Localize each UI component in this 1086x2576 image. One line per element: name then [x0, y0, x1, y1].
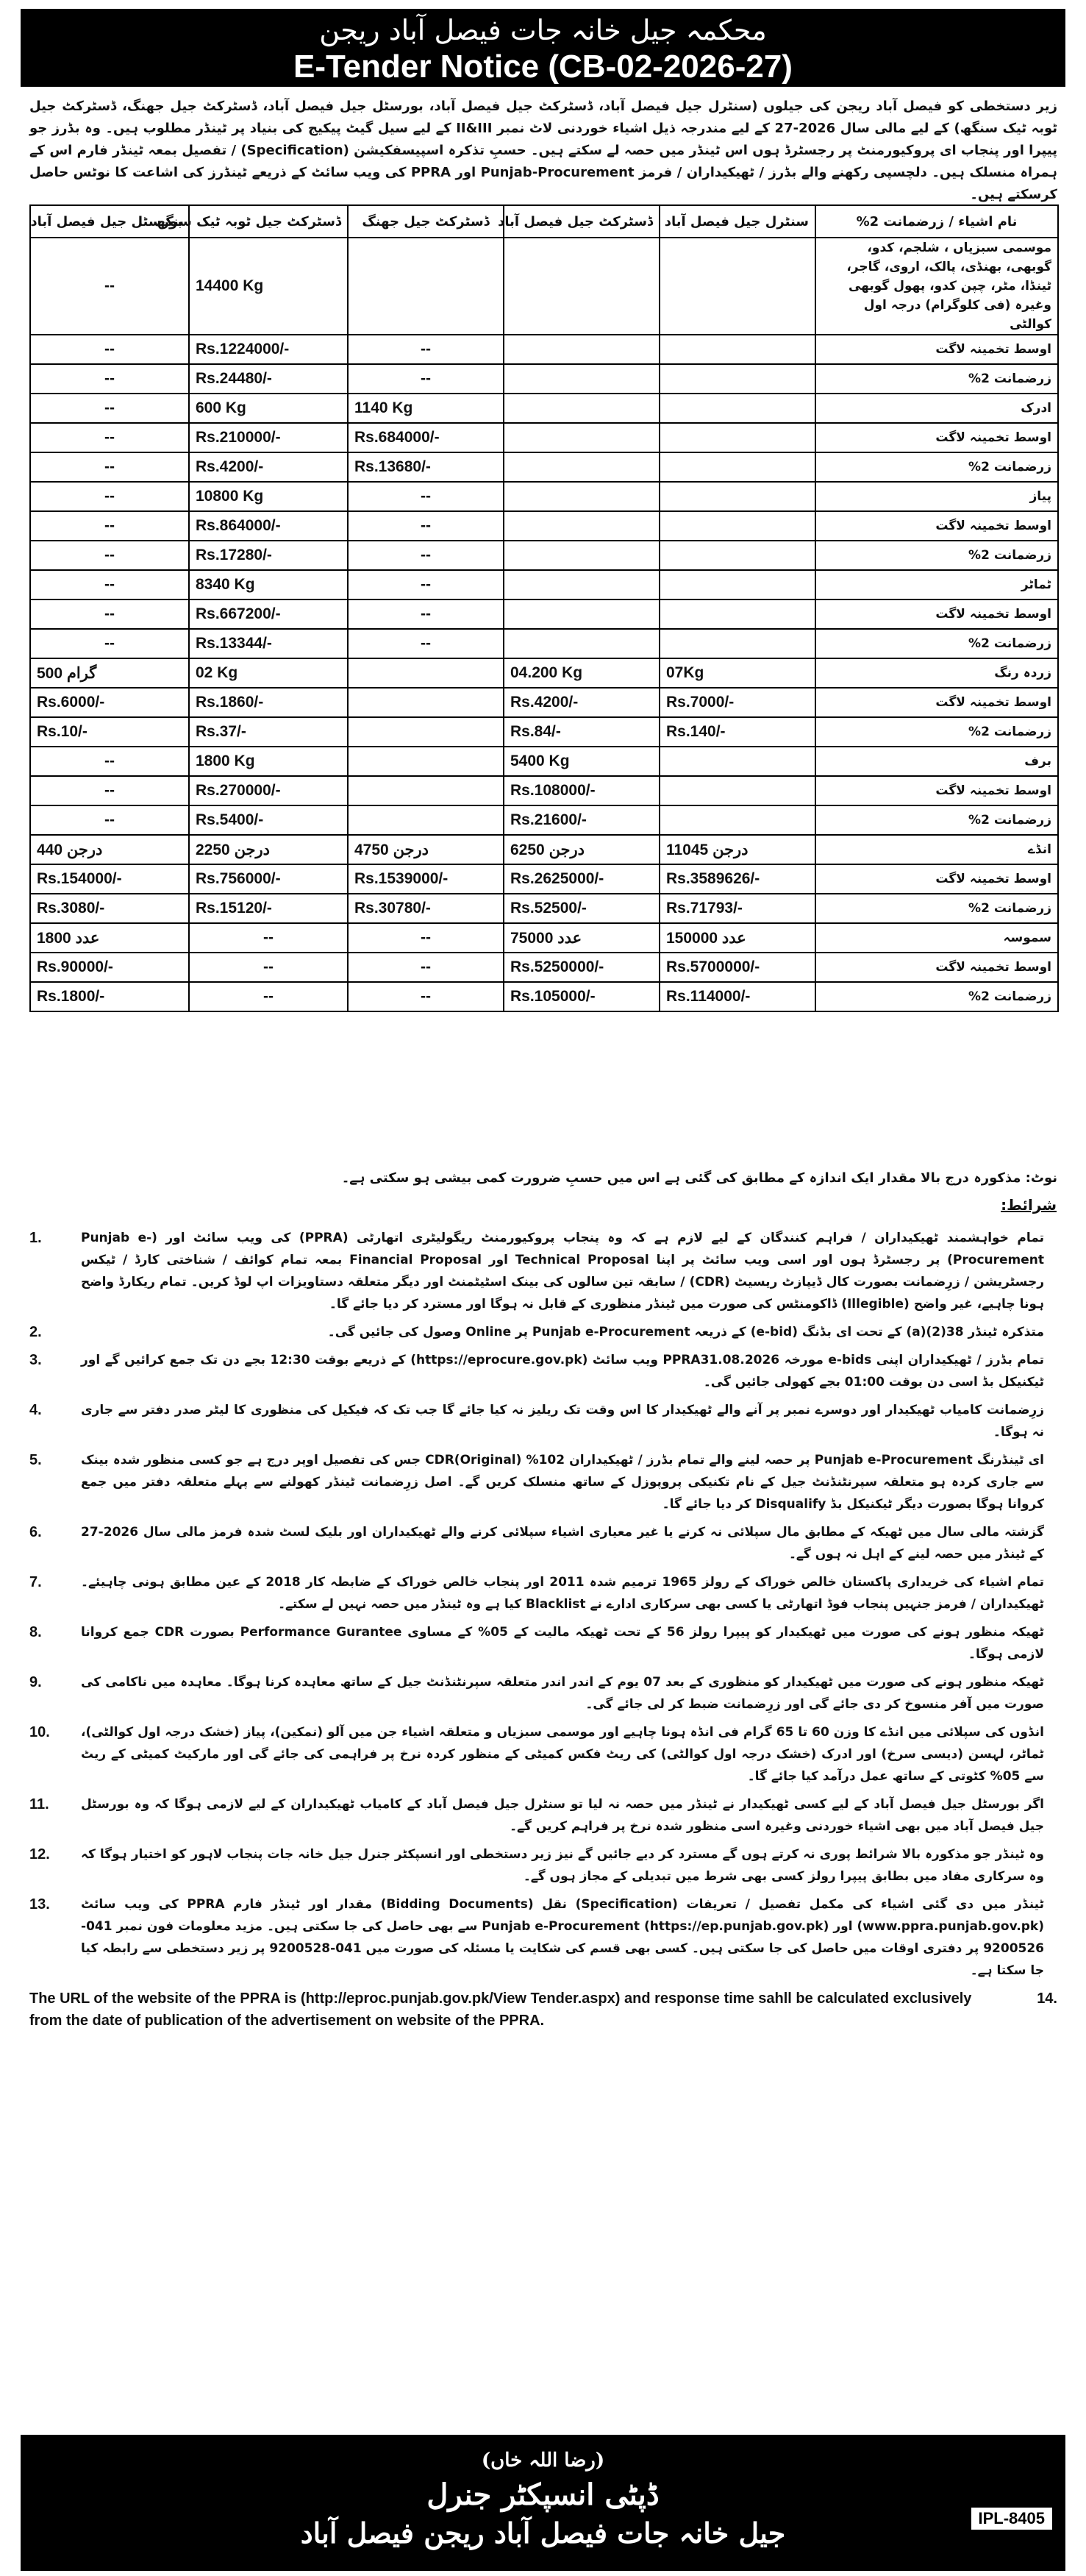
- value-cell: --: [30, 394, 189, 423]
- value-cell: 10800 Kg: [189, 482, 348, 511]
- table-row: [30, 658, 1058, 688]
- condition-item: [29, 1671, 1057, 1715]
- value-cell: [660, 335, 815, 364]
- value-cell: --: [348, 953, 504, 982]
- condition-text: The URL of the website of the PPRA is (http://eproc.punjab.gov.pk/View Tender.aspx) and response time sahll be calculated exclusively from the date of publication of the advertisement on website of the PPRA.: [29, 1990, 972, 2029]
- table-row: [30, 717, 1058, 747]
- items-table: [29, 204, 1059, 1012]
- officer-designation: ڈپٹی انسپکٹر جنرل: [426, 2477, 660, 2512]
- condition-text: ای ٹینڈرنگ Punjab e-Procurement پر حصہ لینے والے تمام بڈرز / ٹھیکیداران 102% CDR(Original) جس کی تفصیل اوپر درج ہے جو کسی منظور شدہ بینک سے جاری کردہ ہو متعلقہ سپرنٹنڈنٹ جیل کے نام تکنیکی پروپوزل کے ساتھ منسلک کریں گے۔ اصل زرِضمانت ٹینڈر کھولنے سے پہلے متعلقہ دفتر میں جمع کروانا ہوگا بصورت دیگر ٹیکنیکل بڈ Disqualify کر دیا جائے گا۔: [81, 1453, 1045, 1512]
- value-cell: 5400 Kg: [504, 747, 660, 776]
- value-cell: --: [30, 570, 189, 599]
- table-row: [30, 364, 1058, 394]
- value-cell: Rs.667200/-: [189, 599, 348, 629]
- item-name-cell: زرضمانت 2%: [815, 717, 1058, 747]
- value-cell: --: [348, 923, 504, 953]
- value-cell: 440 درجن: [30, 835, 189, 864]
- value-cell: --: [30, 776, 189, 805]
- value-cell: 14400 Kg: [189, 238, 348, 335]
- condition-text: متذکرہ ٹینڈر 38(2)(a) کے تحت ای بڈنگ (e-bid) کے ذریعہ Punjab e-Procurement پر Online وصول کی جائیں گی۔: [327, 1325, 1044, 1339]
- value-cell: Rs.17280/-: [189, 541, 348, 570]
- item-name-cell: زرضمانت 2%: [815, 364, 1058, 394]
- condition-text: ٹینڈر میں دی گئی اشیاء کی مکمل تفصیل / تعریفات (Specification) نقل (Bidding Documents) مقدار اور ٹینڈر فارم PPRA کی ویب سائٹ (www.ppra.punjab.gov.pk) اور Punjab e-Procurement (https://ep.punjab.gov.pk) سے بھی حاصل کی جا سکتی ہیں۔ مزید معلومات فون نمبر 041-9200526 پر دفتری اوقات میں حاصل کی جا سکتی ہیں۔ کسی بھی قسم کی شکایت یا مسئلہ کی صورت میں 041-9200528 پر زیر دستخطی سے رابطہ کیا جا سکتا ہے۔: [81, 1897, 1045, 1978]
- condition-item: [29, 1621, 1057, 1665]
- value-cell: Rs.864000/-: [189, 511, 348, 541]
- table-row: [30, 423, 1058, 452]
- value-cell: [348, 747, 504, 776]
- value-cell: Rs.154000/-: [30, 864, 189, 894]
- value-cell: Rs.5700000/-: [660, 953, 815, 982]
- value-cell: --: [30, 511, 189, 541]
- condition-number: 5.: [29, 1452, 42, 1468]
- condition-item: [29, 1399, 1057, 1443]
- condition-item: [29, 1571, 1057, 1615]
- value-cell: [504, 511, 660, 541]
- table-row: [30, 629, 1058, 658]
- value-cell: [660, 394, 815, 423]
- signature-block: [21, 2435, 1065, 2552]
- value-cell: Rs.105000/-: [504, 982, 660, 1011]
- table-row: [30, 335, 1058, 364]
- officer-name: (رضا اللہ خاں): [481, 2449, 605, 2472]
- table-header-row: [30, 205, 1058, 238]
- item-name-cell: اوسط تخمینہ لاگت: [815, 953, 1058, 982]
- value-cell: 11045 درجن: [660, 835, 815, 864]
- item-name-cell: برف: [815, 747, 1058, 776]
- table-row: [30, 599, 1058, 629]
- value-cell: Rs.30780/-: [348, 894, 504, 923]
- item-name-cell: پیاز: [815, 482, 1058, 511]
- value-cell: --: [30, 747, 189, 776]
- item-name-cell: اوسط تخمینہ لاگت: [815, 511, 1058, 541]
- value-cell: --: [189, 982, 348, 1011]
- value-cell: Rs.7000/-: [660, 688, 815, 717]
- condition-number: 11.: [29, 1796, 49, 1812]
- table-row: [30, 688, 1058, 717]
- value-cell: [504, 482, 660, 511]
- condition-item: [29, 1321, 1057, 1343]
- table-body: [30, 238, 1058, 1011]
- value-cell: Rs.6000/-: [30, 688, 189, 717]
- value-cell: [660, 482, 815, 511]
- condition-item: [29, 1843, 1057, 1887]
- table-row: [30, 570, 1058, 599]
- value-cell: Rs.1860/-: [189, 688, 348, 717]
- value-cell: Rs.24480/-: [189, 364, 348, 394]
- value-cell: [660, 747, 815, 776]
- condition-item: [29, 1793, 1057, 1837]
- tender-title: E-Tender Notice (CB-02-2026-27): [293, 49, 793, 85]
- condition-number: 12.: [29, 1846, 50, 1862]
- table-row: [30, 747, 1058, 776]
- conditions-list: [29, 1227, 1057, 2038]
- value-cell: --: [348, 541, 504, 570]
- value-cell: [660, 805, 815, 835]
- table-row: [30, 894, 1058, 923]
- item-name-cell: زرضمانت 2%: [815, 629, 1058, 658]
- condition-text: گزشتہ مالی سال میں ٹھیکہ کے مطابق مال سپلائی نہ کرنے یا غیر معیاری اشیاء سپلائی کرنے والے ٹھیکیداران اور بلیک لسٹ شدہ فرمز مالی سال 2026-27 کے ٹینڈر میں حصہ لینے کے اہل نہ ہوں گے۔: [81, 1525, 1044, 1562]
- value-cell: --: [30, 335, 189, 364]
- value-cell: Rs.52500/-: [504, 894, 660, 923]
- value-cell: [660, 364, 815, 394]
- item-name-cell: زردہ رنگ: [815, 658, 1058, 688]
- condition-item: [29, 1521, 1057, 1565]
- item-name-cell: زرضمانت 2%: [815, 982, 1058, 1011]
- value-cell: Rs.108000/-: [504, 776, 660, 805]
- item-name-cell: اوسط تخمینہ لاگت: [815, 335, 1058, 364]
- value-cell: Rs.90000/-: [30, 953, 189, 982]
- item-name-cell: سموسہ: [815, 923, 1058, 953]
- condition-text: وہ ٹینڈر جو مذکورہ بالا شرائط پوری نہ کرتے ہوں گے مسترد کر دیے جائیں گے نیز زیر دستخطی اور انسپکٹر جنرل جیل خانہ جات پنجاب لاہور کو اختیار ہوگا کہ وہ سرکاری مفاد میں بطابق پیپرا رولز کسی بھی شرط میں تبدیلی کے مجاز ہوں گے۔: [81, 1847, 1044, 1884]
- value-cell: Rs.2625000/-: [504, 864, 660, 894]
- value-cell: --: [30, 629, 189, 658]
- conditions-title: شرائط:: [1001, 1196, 1057, 1214]
- value-cell: 8340 Kg: [189, 570, 348, 599]
- value-cell: --: [30, 541, 189, 570]
- value-cell: --: [30, 805, 189, 835]
- condition-number: 3.: [29, 1352, 42, 1368]
- condition-number: 7.: [29, 1574, 42, 1590]
- condition-text: تمام خواہشمند ٹھیکیداران / فراہم کنندگان کے لیے لازم ہے کہ وہ پنجاب پروکیورمنٹ ریگولیٹری اتھارٹی (PPRA) کی ویب سائٹ اور (Punjab e-Procurement) پر رجسٹرڈ ہوں اور اسی ویب سائٹ پر اپنا Technical Proposal اور Financial Proposal بمعہ تمام کوائف / شناختی کارڈ / ٹیکس رجسٹریشن / زرِضمانت بصورت کال ڈیپازٹ ریسیٹ (CDR) / سابقہ تین سالوں کی بینک اسٹیٹمنٹ اور دیگر متعلقہ دستاویزات اپ لوڈ کریں۔ تمام ریکارڈ واضح ہونا چاہیے، غیر واضح (Illegible) ڈاکومنٹس کی صورت میں ٹینڈر منظوری کے قابل نہ ہوگا اور مسترد کر دیا جائے گا۔: [81, 1231, 1045, 1312]
- table-row: [30, 835, 1058, 864]
- value-cell: [504, 541, 660, 570]
- value-cell: Rs.13680/-: [348, 452, 504, 482]
- condition-item: [29, 1349, 1057, 1393]
- value-cell: --: [348, 335, 504, 364]
- table-row: [30, 982, 1058, 1011]
- value-cell: [660, 541, 815, 570]
- item-name-cell: زرضمانت 2%: [815, 541, 1058, 570]
- value-cell: Rs.3589626/-: [660, 864, 815, 894]
- value-cell: --: [348, 629, 504, 658]
- value-cell: Rs.210000/-: [189, 423, 348, 452]
- value-cell: 02 Kg: [189, 658, 348, 688]
- value-cell: [348, 658, 504, 688]
- value-cell: 2250 درجن: [189, 835, 348, 864]
- condition-item: [29, 1893, 1057, 1982]
- table-row: [30, 953, 1058, 982]
- item-name-cell: اوسط تخمینہ لاگت: [815, 599, 1058, 629]
- condition-text: ٹھیکہ منظور ہونے کی صورت میں ٹھیکیدار کو پیپرا رولز 56 کے تحت ٹھیکہ مالیت کے 05% کے مساوی Performance Gurantee بصورت CDR جمع کروانا لازمی ہوگا۔: [81, 1625, 1044, 1662]
- condition-number: 10.: [29, 1724, 50, 1740]
- header-district-jail-jhang: ڈسٹرکٹ جیل جھنگ: [348, 205, 504, 238]
- value-cell: 4750 درجن: [348, 835, 504, 864]
- officer-office: جیل خانہ جات فیصل آباد ریجن فیصل آباد: [300, 2516, 786, 2550]
- value-cell: 07Kg: [660, 658, 815, 688]
- condition-number: 14.: [1037, 1990, 1057, 2007]
- value-cell: 75000 عدد: [504, 923, 660, 953]
- value-cell: Rs.15120/-: [189, 894, 348, 923]
- ipl-code: IPL-8405: [971, 2508, 1053, 2530]
- condition-number: 13.: [29, 1896, 50, 1913]
- value-cell: [660, 599, 815, 629]
- condition-item: [29, 1988, 1057, 2032]
- value-cell: 04.200 Kg: [504, 658, 660, 688]
- value-cell: Rs.270000/-: [189, 776, 348, 805]
- value-cell: Rs.37/-: [189, 717, 348, 747]
- value-cell: [504, 629, 660, 658]
- value-cell: [660, 238, 815, 335]
- value-cell: Rs.84/-: [504, 717, 660, 747]
- table-row: [30, 776, 1058, 805]
- value-cell: --: [189, 923, 348, 953]
- value-cell: [504, 599, 660, 629]
- value-cell: [660, 776, 815, 805]
- header-item: نام اشیاء / زرضمانت 2%: [815, 205, 1058, 238]
- item-name-cell: زرضمانت 2%: [815, 805, 1058, 835]
- value-cell: --: [348, 364, 504, 394]
- item-name-cell: اوسط تخمینہ لاگت: [815, 864, 1058, 894]
- intro-paragraph: زیر دستخطی کو فیصل آباد ریجن کی جیلوں (سنٹرل جیل فیصل آباد، ڈسٹرکٹ جیل فیصل آباد، بورسٹل جیل فیصل آباد، ڈسٹرکٹ جیل جھنگ، ڈسٹرکٹ جیل ٹوبہ ٹیک سنگھ) کے لیے مالی سال 2026-27 کے لیے مندرجہ ذیل اشیاء خوردنی لاٹ نمبر II&III کے لیے سیل گیٹ پیکیج کی بنیاد پر ٹینڈر مطلوب ہیں۔ وہ بڈرز جو پیپرا اور پنجاب ای پروکیورمنٹ پر رجسٹرڈ ہوں اس ٹینڈر میں حصہ لے سکتے ہیں۔ حسبِ تذکرہ اسپیسفکیشن (Specification) / تفصیل بمعہ ٹینڈر فارم اس کے ہمراہ منسلک ہیں۔ دلچسپی رکھنے والے بڈرز / ٹھیکیداران / فرمز Punjab-Procurement اور PPRA کی ویب سائٹ کے ذریعے ٹینڈرز کی اشاعت کا نوٹس حاصل کرسکتے ہیں۔: [29, 99, 1058, 202]
- value-cell: [504, 335, 660, 364]
- condition-text: تمام بڈرز / ٹھیکیداران اپنی e-bids مورخہ PPRA31.08.2026 ویب سائٹ (https://eprocure.gov.pk) کے ذریعے بوقت 12:30 بجے دن تک جمع کرائیں گے اور ٹیکنیکل بڈ اسی دن بوقت 01:00 بجے کھولی جائیں گی۔: [81, 1353, 1044, 1390]
- value-cell: [504, 570, 660, 599]
- value-cell: [348, 717, 504, 747]
- item-name-cell: ادرک: [815, 394, 1058, 423]
- value-cell: --: [30, 364, 189, 394]
- value-cell: Rs.5250000/-: [504, 953, 660, 982]
- value-cell: --: [348, 570, 504, 599]
- condition-text: ٹھیکہ منظور ہونے کی صورت میں ٹھیکیدار کو منظوری کے بعد 07 یوم کے اندر اندر متعلقہ سپرنٹنڈنٹ جیل کے ساتھ معاہدہ کرنا ہوگا۔ معاہدہ میں ناکامی کی صورت میں آفر منسوخ کر دی جائے گی اور زرِضمانت ضبط کر لی جائے گی۔: [81, 1675, 1045, 1712]
- value-cell: 1800 Kg: [189, 747, 348, 776]
- value-cell: Rs.1800/-: [30, 982, 189, 1011]
- value-cell: [348, 238, 504, 335]
- value-cell: [504, 452, 660, 482]
- value-cell: Rs.684000/-: [348, 423, 504, 452]
- item-name-cell: اوسط تخمینہ لاگت: [815, 776, 1058, 805]
- value-cell: Rs.4200/-: [189, 452, 348, 482]
- condition-item: [29, 1721, 1057, 1787]
- condition-item: [29, 1227, 1057, 1315]
- value-cell: [660, 452, 815, 482]
- quantity-note: نوٹ: مذکورہ درج بالا مقدار ایک اندازہ کے مطابق کی گئی ہے اس میں حسبِ ضرورت کمی بیشی ہو سکتی ہے۔: [341, 1170, 1057, 1186]
- table-row: [30, 805, 1058, 835]
- value-cell: Rs.10/-: [30, 717, 189, 747]
- value-cell: --: [348, 482, 504, 511]
- value-cell: Rs.140/-: [660, 717, 815, 747]
- value-cell: Rs.114000/-: [660, 982, 815, 1011]
- table-row: [30, 541, 1058, 570]
- condition-text: اگر بورسٹل جیل فیصل آباد کے لیے کسی ٹھیکیدار نے ٹینڈر میں حصہ نہ لیا تو سنٹرل جیل فیصل آباد کے کامیاب ٹھیکیداران کے لیے لازمی ہوگا کہ وہ بورسٹل جیل فیصل آباد میں بھی اشیاء خوردنی وغیرہ اسی منظور شدہ نرخ پر فراہم کریں گے۔: [81, 1797, 1044, 1834]
- item-name-cell: زرضمانت 2%: [815, 452, 1058, 482]
- header-district-jail-fsd: ڈسٹرکٹ جیل فیصل آباد: [504, 205, 660, 238]
- item-name-cell: ٹماٹر: [815, 570, 1058, 599]
- header-borstal-jail: بورسٹل جیل فیصل آباد: [30, 205, 189, 238]
- value-cell: --: [30, 482, 189, 511]
- condition-text: زرِضمانت کامیاب ٹھیکیدار اور دوسرے نمبر پر آنے والے ٹھیکیدار کا اس وقت تک ریلیز نہ کیا جائے گا جب تک کہ فیکیل کی منظوری کا لیٹر صدر دفتر سے جاری نہ ہوگا۔: [81, 1403, 1044, 1440]
- value-cell: Rs.21600/-: [504, 805, 660, 835]
- table-row: [30, 452, 1058, 482]
- condition-number: 4.: [29, 1402, 42, 1418]
- value-cell: 6250 درجن: [504, 835, 660, 864]
- value-cell: [348, 776, 504, 805]
- value-cell: [348, 805, 504, 835]
- condition-number: 6.: [29, 1524, 42, 1540]
- department-title: محکمہ جیل خانہ جات فیصل آباد ریجن: [319, 14, 767, 46]
- table-row: [30, 238, 1058, 335]
- table-row: [30, 394, 1058, 423]
- condition-number: 9.: [29, 1674, 42, 1690]
- value-cell: 500 گرام: [30, 658, 189, 688]
- value-cell: Rs.13344/-: [189, 629, 348, 658]
- condition-item: [29, 1449, 1057, 1515]
- value-cell: [504, 238, 660, 335]
- value-cell: Rs.4200/-: [504, 688, 660, 717]
- value-cell: Rs.756000/-: [189, 864, 348, 894]
- table-row: [30, 923, 1058, 953]
- value-cell: 1140 Kg: [348, 394, 504, 423]
- value-cell: --: [30, 599, 189, 629]
- value-cell: [660, 511, 815, 541]
- value-cell: --: [30, 238, 189, 335]
- value-cell: Rs.5400/-: [189, 805, 348, 835]
- condition-text: تمام اشیاء کی خریداری پاکستان خالص خوراک کے رولز 1965 ترمیم شدہ 2011 اور پنجاب خالص خوراک کے ضابطہ کار 2018 کے عین مطابق ہونی چاہیئے۔ ٹھیکیداران / فرمز جنہیں پنجاب فوڈ اتھارٹی یا کسی بھی سرکاری ادارے نے Blacklist کیا ہے وہ ٹینڈر میں حصہ نہیں لے سکتے۔: [81, 1575, 1044, 1612]
- value-cell: 600 Kg: [189, 394, 348, 423]
- signature-footer: [21, 2435, 1065, 2571]
- item-name-cell: انڈے: [815, 835, 1058, 864]
- table-row: [30, 511, 1058, 541]
- value-cell: Rs.1539000/-: [348, 864, 504, 894]
- condition-number: 2.: [29, 1324, 42, 1340]
- value-cell: [348, 688, 504, 717]
- condition-number: 8.: [29, 1624, 42, 1640]
- item-name-cell: موسمی سبزیاں ، شلجم، کدو، گوبھی، بھنڈی، پالک، اروی، گاجر، ٹینڈا، مٹر، چپن کدو، پھول گوبھی وغیرہ (فی کلوگرام) درجہ اول کوالٹی: [815, 238, 1058, 335]
- value-cell: --: [348, 599, 504, 629]
- value-cell: [504, 364, 660, 394]
- value-cell: [660, 423, 815, 452]
- notice-header: [21, 9, 1065, 87]
- value-cell: Rs.71793/-: [660, 894, 815, 923]
- value-cell: --: [30, 423, 189, 452]
- value-cell: Rs.3080/-: [30, 894, 189, 923]
- item-name-cell: اوسط تخمینہ لاگت: [815, 688, 1058, 717]
- value-cell: --: [30, 452, 189, 482]
- header-central-jail: سنٹرل جیل فیصل آباد: [660, 205, 815, 238]
- value-cell: [660, 570, 815, 599]
- value-cell: [660, 629, 815, 658]
- condition-number: 1.: [29, 1230, 42, 1246]
- value-cell: --: [348, 511, 504, 541]
- value-cell: --: [348, 982, 504, 1011]
- item-name-cell: زرضمانت 2%: [815, 894, 1058, 923]
- value-cell: 150000 عدد: [660, 923, 815, 953]
- table-row: [30, 482, 1058, 511]
- item-name-cell: اوسط تخمینہ لاگت: [815, 423, 1058, 452]
- value-cell: --: [189, 953, 348, 982]
- condition-text: انڈوں کی سپلائی میں انڈے کا وزن 60 تا 65 گرام فی انڈہ ہونا چاہیے اور موسمی سبزیاں و متعلقہ اشیاء جن میں آلو (نمکین)، پیاز (خشک درجہ اول کوالٹی)، ٹماٹر، لہسن (دیسی سرخ) اور ادرک (خشک درجہ اول کوالٹی) کی ریٹ فکس کمیٹی کے منظور کردہ نرخ پر فراہمی کی جائے گی اور مارکیٹ کمیٹی کے ریٹ سے 05% کٹوتی کے ساتھ عمل درآمد کیا جائے گا۔: [81, 1725, 1044, 1784]
- table-row: [30, 864, 1058, 894]
- header-district-jail-tts: ڈسٹرکٹ جیل ٹوبہ ٹیک سنگھ: [189, 205, 348, 238]
- value-cell: [504, 423, 660, 452]
- value-cell: 1800 عدد: [30, 923, 189, 953]
- value-cell: Rs.1224000/-: [189, 335, 348, 364]
- value-cell: [504, 394, 660, 423]
